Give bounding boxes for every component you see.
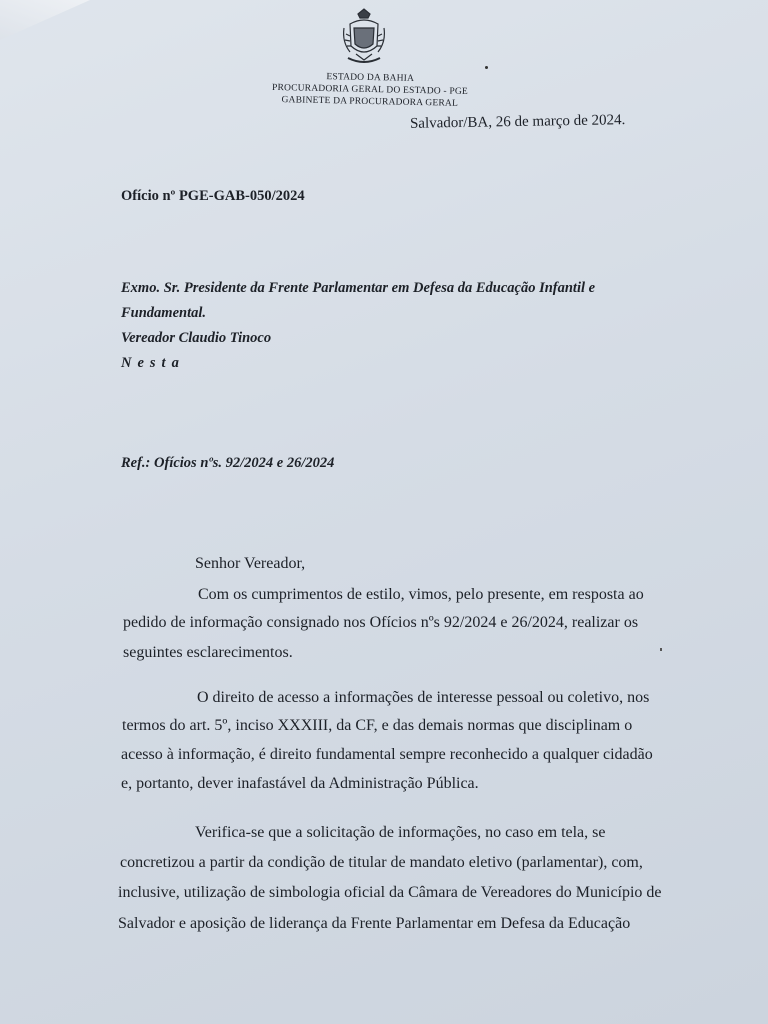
- page-fold: [0, 0, 90, 40]
- paragraph-line: termos do art. 5º, inciso XXXIII, da CF, e das demais normas que disciplinam o: [122, 717, 633, 734]
- paragraph-line: concretizou a partir da condição de titular de mandato eletivo (parlamentar), com,: [120, 854, 643, 871]
- ink-dot: [485, 66, 488, 69]
- document-date: Salvador/BA, 26 de março de 2024.: [409, 112, 626, 132]
- coat-of-arms-icon: [340, 8, 388, 70]
- recipient-title: Exmo. Sr. Presidente da Frente Parlamentar em Defesa da Educação Infantil e: [121, 280, 596, 296]
- paragraph-line: inclusive, utilização de simbologia oficial da Câmara de Vereadores do Município de: [118, 884, 662, 901]
- letterhead-office: GABINETE DA PROCURADORA GERAL: [281, 95, 459, 109]
- letterhead: [255, 70, 486, 111]
- paragraph-line: Com os cumprimentos de estilo, vimos, pelo presente, em resposta ao: [198, 586, 644, 603]
- letterhead-state: ESTADO DA BAHIA: [326, 72, 415, 84]
- paragraph-line: Verifica-se que a solicitação de informações, no caso em tela, se: [195, 824, 606, 841]
- recipient-location: Nesta: [121, 355, 185, 371]
- paragraph-line: seguintes esclarecimentos.: [123, 644, 293, 661]
- letterhead-agency: PROCURADORIA GERAL DO ESTADO - PGE: [271, 82, 469, 98]
- paragraph-line: pedido de informação consignado nos Ofícios nºs 92/2024 e 26/2024, realizar os: [123, 614, 639, 631]
- recipient-title-cont: Fundamental.: [121, 305, 207, 321]
- oficio-number: Ofício nº PGE-GAB-050/2024: [121, 188, 305, 204]
- paragraph-line: Salvador e aposição de liderança da Frente Parlamentar em Defesa da Educação: [118, 915, 631, 932]
- reference-line: Ref.: Ofícios nºs. 92/2024 e 26/2024: [121, 455, 335, 471]
- paragraph-line: O direito de acesso a informações de interesse pessoal ou coletivo, nos: [197, 689, 650, 706]
- paragraph-line: acesso à informação, é direito fundamental sempre reconhecido a qualquer cidadão: [121, 746, 653, 763]
- recipient-block: [121, 276, 721, 376]
- salutation: Senhor Vereador,: [195, 555, 306, 572]
- recipient-name: Vereador Claudio Tinoco: [121, 330, 272, 346]
- ink-mark: [660, 648, 662, 651]
- paragraph-line: e, portanto, dever inafastável da Administração Pública.: [121, 775, 479, 792]
